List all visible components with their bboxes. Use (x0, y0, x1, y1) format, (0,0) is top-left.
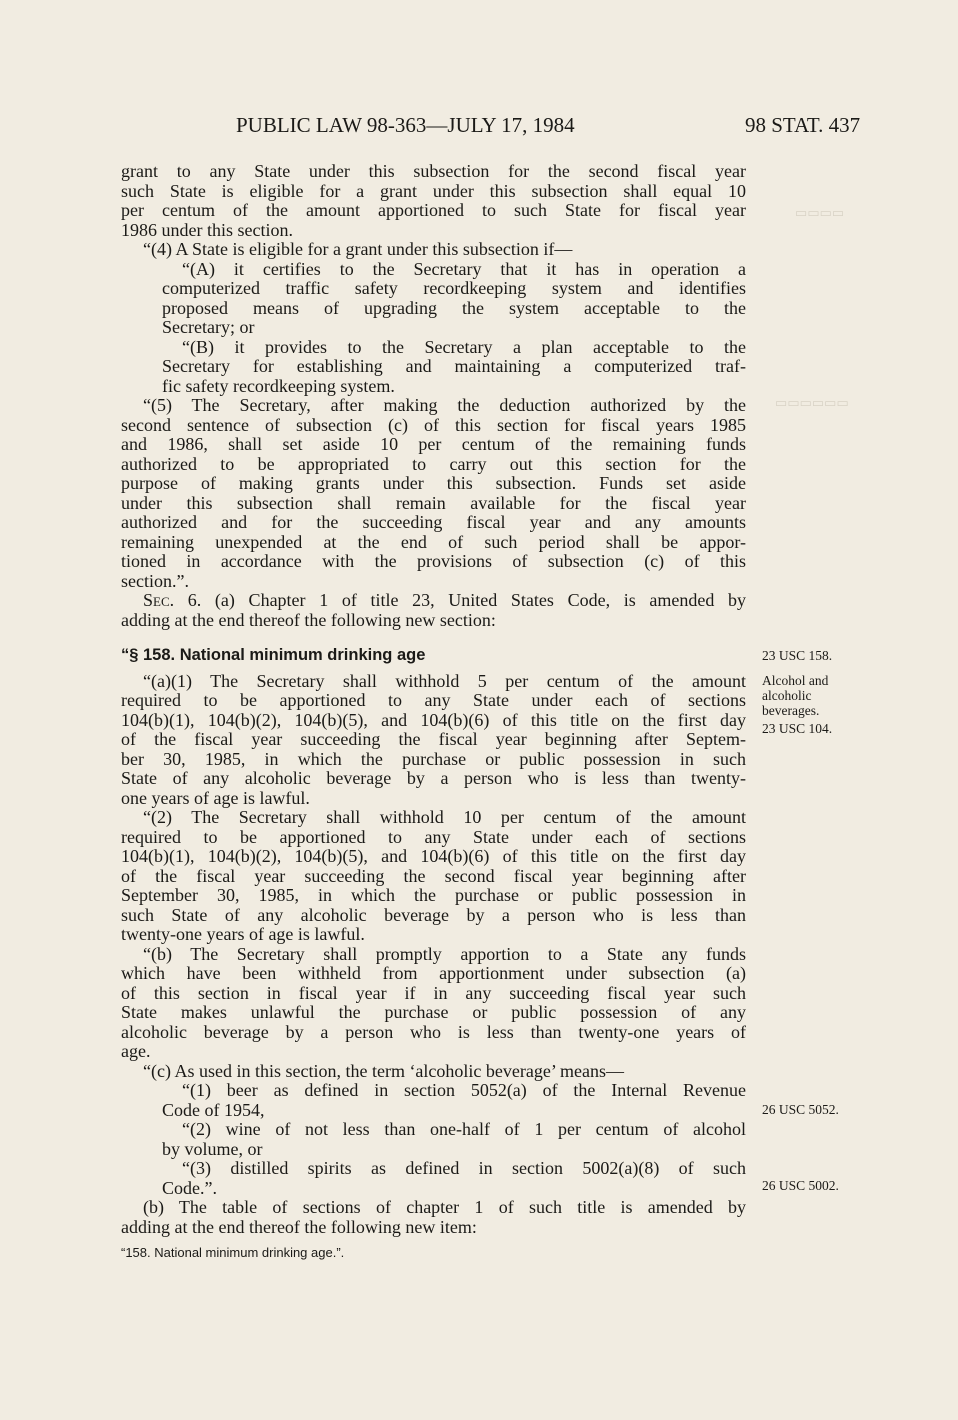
text-line: per centum of the amount apportioned to such State for fiscal year (121, 200, 746, 220)
running-head-title: PUBLIC LAW 98-363—JULY 17, 1984 (236, 113, 575, 137)
text-line: alcoholic beverage by a person who is less than twenty-one years of (121, 1021, 746, 1042)
paragraph-grant-continuation (121, 162, 746, 240)
text-line: (b) The table of sections of chapter 1 of such title is amended by (143, 1197, 746, 1217)
margin-note-line: alcoholic (762, 688, 812, 703)
text-line: “(a)(1) The Secretary shall withhold 5 per centum of the amount (143, 670, 746, 691)
text-line: Secretary; or (162, 317, 255, 337)
section-label: Sec. (143, 590, 175, 610)
text-line: State of any alcoholic beverage by a person who is less than twenty- (121, 768, 746, 788)
text-line: proposed means of upgrading the system acceptable to the (162, 297, 746, 318)
text-line: 104(b)(1), 104(b)(2), 104(b)(5), and 104(b)(6) of this title on the first day (121, 846, 746, 866)
text-line: required to be apportioned to any State under each of sections (121, 826, 746, 847)
subsection-a1 (121, 672, 746, 809)
text-line: “(A) it certifies to the Secretary that it has in operation a (182, 258, 746, 279)
margin-note-usc-104: 23 USC 104. (762, 721, 833, 736)
margin-note-alcohol (762, 673, 872, 718)
text-line: “(c) As used in this section, the term ‘alcoholic beverage’ means— (143, 1060, 624, 1081)
text-line: authorized and for the succeeding fiscal year and any amounts (121, 512, 746, 532)
text-line: adding at the end thereof the following new item: (121, 1216, 477, 1237)
margin-note-line: beverages. (762, 703, 820, 718)
text-line: “(2) The Secretary shall withhold 10 per centum of the amount (143, 807, 746, 827)
statute-body (121, 162, 746, 1263)
text-line: September 30, 1985, in which the purchase or public possession in (121, 885, 746, 905)
text-line: “(3) distilled spirits as defined in section 5002(a)(8) of such (182, 1158, 746, 1178)
margin-note-usc-5002: 26 USC 5002. (762, 1178, 839, 1193)
text-line: 104(b)(1), 104(b)(2), 104(b)(5), and 104(b)(6) of this title on the first day (121, 709, 746, 730)
subparagraph-4b (121, 338, 746, 397)
paragraph-4 (121, 240, 746, 260)
text-line: adding at the end thereof the following new section: (121, 609, 496, 630)
definition-3 (121, 1159, 746, 1198)
text-line-rest: 6. (a) Chapter 1 of title 23, United States Code, is amended by (174, 590, 746, 610)
margin-note-line: Alcohol and (762, 673, 829, 688)
text-line: Code.”. (162, 1177, 217, 1198)
text-line: 1986 under this section. (121, 219, 293, 240)
text-line: of the fiscal year succeeding the second fiscal year beginning after (121, 865, 746, 886)
subsection-6b (121, 1198, 746, 1237)
text-line: authorized to be appropriated to carry out this section for the (121, 453, 746, 474)
subsection-c (121, 1062, 746, 1082)
text-line: purpose of making grants under this subsection. Funds set aside (121, 473, 746, 493)
definition-2 (121, 1120, 746, 1159)
text-line: section.”. (121, 570, 189, 591)
text-line: age. (121, 1041, 151, 1061)
text-line: under this subsection shall remain available for the fiscal year (121, 492, 746, 513)
text-line (121, 591, 746, 611)
text-line: such State of any alcoholic beverage by a person who is less than (121, 904, 746, 925)
text-line: Secretary for establishing and maintaining a computerized traf- (162, 356, 746, 376)
subsection-b (121, 945, 746, 1062)
subsection-a2 (121, 808, 746, 945)
text-line: grant to any State under this subsection for the second fiscal year (121, 161, 746, 181)
definition-1 (121, 1081, 746, 1120)
text-line: which have been withheld from apportionment under subsection (a) (121, 963, 746, 983)
statute-page-number: 98 STAT. 437 (745, 113, 861, 137)
text-line: fic safety recordkeeping system. (162, 375, 395, 396)
section-heading: “§ 158. National minimum drinking age (121, 646, 426, 664)
bleed-through-mark: ▭▭▭▭▭▭ (775, 395, 849, 410)
text-line: and 1986, shall set aside 10 per centum of the remaining funds (121, 434, 746, 454)
text-line: computerized traffic safety recordkeeping system and identifies (162, 278, 746, 298)
text-line: “(5) The Secretary, after making the deduction authorized by the (143, 395, 746, 415)
text-line: “(4) A State is eligible for a grant under this subsection if— (143, 239, 573, 259)
text-line: Code of 1954, (162, 1099, 265, 1120)
text-line: required to be apportioned to any State under each of sections (121, 690, 746, 710)
text-line: one years of age is lawful. (121, 787, 310, 808)
text-line: “(b) The Secretary shall promptly apportion to a State any funds (143, 943, 746, 964)
paragraph-5 (121, 396, 746, 591)
text-line: remaining unexpended at the end of such period shall be appor- (121, 531, 746, 552)
text-line: “(B) it provides to the Secretary a plan acceptable to the (182, 336, 746, 357)
subparagraph-4a (121, 260, 746, 338)
text-line: twenty-one years of age is lawful. (121, 924, 365, 944)
text-line: of this section in fiscal year if in any succeeding fiscal year such (121, 982, 746, 1003)
text-line: “(1) beer as defined in section 5052(a) of the Internal Revenue (182, 1080, 746, 1100)
text-line: tioned in accordance with the provisions of subsection (c) of this (121, 551, 746, 571)
margin-note-usc-158: 23 USC 158. (762, 648, 833, 663)
text-line: by volume, or (162, 1138, 263, 1159)
text-line: ber 30, 1985, in which the purchase or public possession in such (121, 748, 746, 769)
text-line: of the fiscal year succeeding the fiscal year beginning after Septem- (121, 729, 746, 749)
text-line: such State is eligible for a grant under this subsection shall equal 10 (121, 180, 746, 201)
text-line: State makes unlawful the purchase or public possession of any (121, 1002, 746, 1022)
text-line: “(2) wine of not less than one-half of 1 per centum of alcohol (182, 1119, 746, 1139)
table-of-sections-item: “158. National minimum drinking age.”. (121, 1245, 345, 1260)
bleed-through-mark: ▭▭▭▭ (795, 205, 845, 220)
margin-note-usc-5052: 26 USC 5052. (762, 1102, 839, 1117)
section-6 (121, 591, 746, 630)
text-line: second sentence of subsection (c) of this section for fiscal years 1985 (121, 414, 746, 435)
